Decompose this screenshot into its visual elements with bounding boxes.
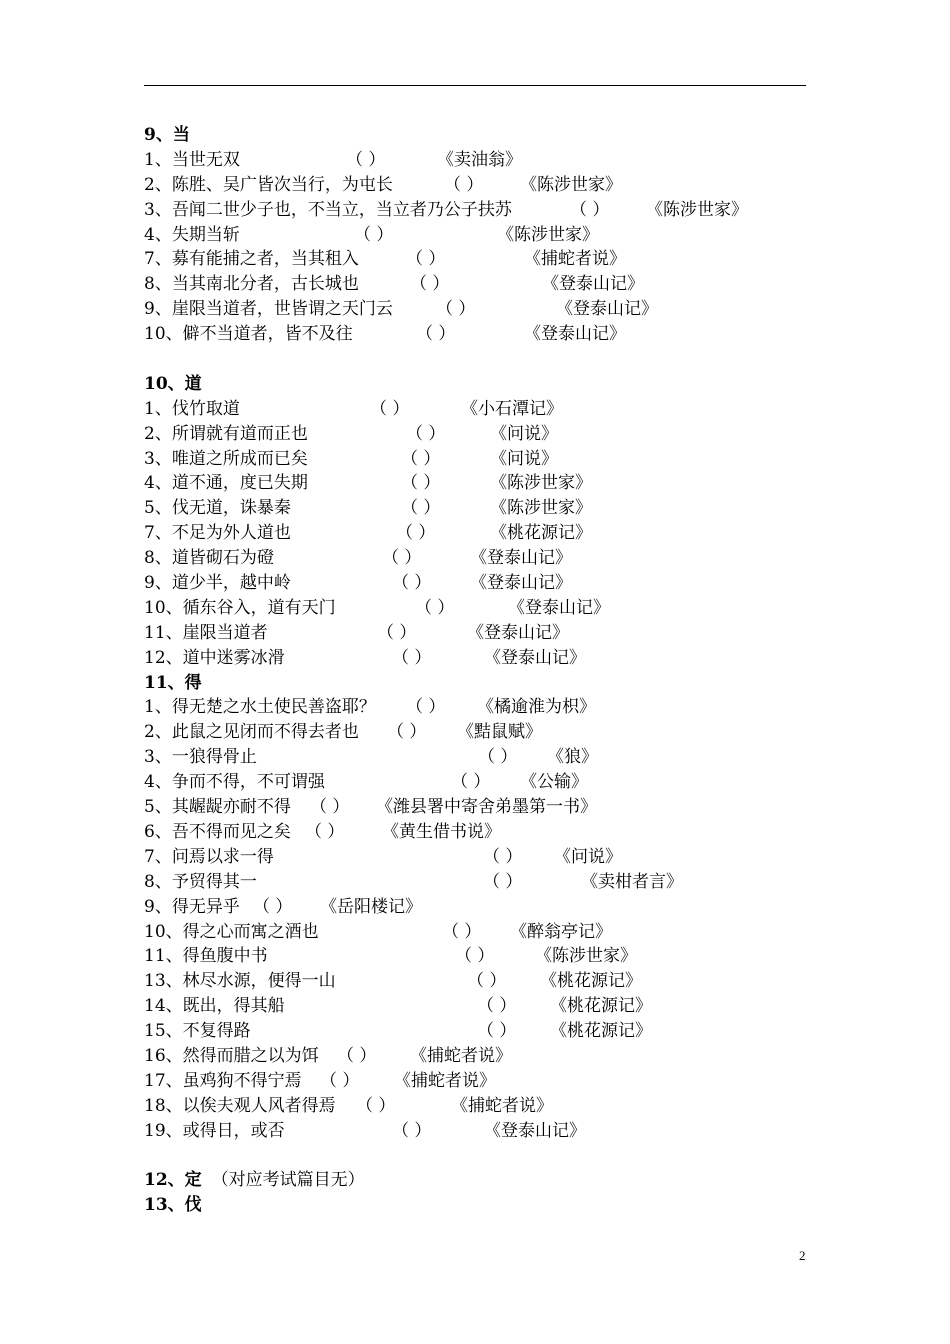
item-blank: （ ） <box>382 548 422 569</box>
item-source: 《桃花源记》 <box>550 1021 652 1042</box>
item-text: 8、当其南北分者，古长城也 <box>144 274 359 295</box>
item-blank: （ ） <box>416 324 456 345</box>
item-blank: （ ） <box>396 523 436 544</box>
list-item <box>144 198 806 223</box>
item-blank: （ ） <box>467 971 507 992</box>
item-source: 《捕蛇者说》 <box>451 1095 553 1116</box>
item-source: 《卖柑者言》 <box>581 871 683 892</box>
item-text: 4、争而不得，不可谓强 <box>144 772 325 793</box>
item-source: 《捕蛇者说》 <box>410 1045 512 1066</box>
item-text: 19、或得日，或否 <box>144 1120 285 1141</box>
item-source: 《陈涉世家》 <box>490 473 592 494</box>
list-item <box>144 1019 806 1044</box>
list-item <box>144 471 806 496</box>
list-item <box>144 745 806 770</box>
list-item <box>144 621 806 646</box>
spacer <box>144 347 806 372</box>
item-text: 3、一狼得骨止 <box>144 747 257 768</box>
item-text: 5、其龌龊亦耐不得 <box>144 797 291 818</box>
item-blank: （ ） <box>401 473 441 494</box>
item-blank: （ ） <box>451 772 491 793</box>
item-source: 《登泰山记》 <box>542 274 644 295</box>
item-source: 《捕蛇者说》 <box>524 249 626 270</box>
item-source: 《橘逾淮为枳》 <box>477 697 596 718</box>
item-blank: （ ） <box>401 448 441 469</box>
section-note: （对应考试篇目无） <box>211 1170 365 1191</box>
list-item <box>144 1044 806 1069</box>
item-text: 2、此鼠之见闭而不得去者也 <box>144 722 359 743</box>
list-item <box>144 920 806 945</box>
list-item <box>144 521 806 546</box>
item-blank: （ ） <box>370 398 410 419</box>
item-blank: （ ） <box>310 797 350 818</box>
list-item <box>144 173 806 198</box>
item-source: 《黠鼠赋》 <box>457 722 542 743</box>
list-item <box>144 895 806 920</box>
section-heading: 9、当 <box>144 125 190 145</box>
item-blank: （ ） <box>415 597 455 618</box>
item-blank: （ ） <box>356 1095 396 1116</box>
item-source: 《登泰山记》 <box>508 597 610 618</box>
item-text: 10、得之心而寓之酒也 <box>144 921 319 942</box>
item-blank: （ ） <box>483 846 523 867</box>
item-text: 7、不足为外人道也 <box>144 523 291 544</box>
item-text: 5、伐无道，诛暴秦 <box>144 498 291 519</box>
item-blank: （ ） <box>570 199 610 220</box>
item-text: 10、僻不当道者，皆不及往 <box>144 324 353 345</box>
item-text: 9、得无异乎 <box>144 896 240 917</box>
item-text: 15、不复得路 <box>144 1021 251 1042</box>
list-item <box>144 496 806 521</box>
list-item <box>144 770 806 795</box>
section-heading: 10、道 <box>144 373 202 394</box>
item-text: 2、陈胜、吴广皆次当行，为屯长 <box>144 174 393 195</box>
item-text: 11、得鱼腹中书 <box>144 946 268 967</box>
item-source: 《黄生借书说》 <box>382 821 501 842</box>
list-item <box>144 223 806 248</box>
item-text: 16、然得而腊之以为饵 <box>144 1045 319 1066</box>
item-text: 11、崖限当道者 <box>144 622 268 643</box>
list-item <box>144 994 806 1019</box>
list-item <box>144 795 806 820</box>
item-blank: （ ） <box>354 224 394 245</box>
item-blank: （ ） <box>401 498 441 519</box>
item-blank: （ ） <box>387 722 427 743</box>
item-text: 7、募有能捕之者，当其租入 <box>144 249 359 270</box>
item-source: 《桃花源记》 <box>540 971 642 992</box>
item-text: 18、以俟夫观人风者得焉 <box>144 1095 336 1116</box>
item-source: 《岳阳楼记》 <box>320 896 422 917</box>
item-blank: （ ） <box>320 1070 360 1091</box>
item-text: 2、所谓就有道而正也 <box>144 423 308 444</box>
item-text: 6、吾不得而见之矣 <box>144 821 291 842</box>
list-item <box>144 422 806 447</box>
item-text: 3、唯道之所成而已矣 <box>144 448 308 469</box>
item-source: 《登泰山记》 <box>470 548 572 569</box>
item-text: 8、道皆砌石为磴 <box>144 548 274 569</box>
item-blank: （ ） <box>253 896 293 917</box>
item-text: 4、失期当斩 <box>144 224 240 245</box>
list-item <box>144 820 806 845</box>
section-heading: 13、伐 <box>144 1195 202 1216</box>
item-blank: （ ） <box>346 149 386 170</box>
item-text: 7、问焉以求一得 <box>144 846 274 867</box>
item-text: 3、吾闻二世少子也，不当立，当立者乃公子扶苏 <box>144 199 512 220</box>
item-blank: （ ） <box>444 174 484 195</box>
list-item <box>144 646 806 671</box>
item-blank: （ ） <box>392 573 432 594</box>
item-source: 《卖油翁》 <box>437 149 522 170</box>
item-source: 《狼》 <box>547 747 598 768</box>
item-source: 《潍县署中寄舍弟墨第一书》 <box>376 797 597 818</box>
item-blank: （ ） <box>483 871 523 892</box>
list-item <box>144 720 806 745</box>
list-item <box>144 695 806 720</box>
item-source: 《陈涉世家》 <box>646 199 748 220</box>
item-source: 《醉翁亭记》 <box>510 921 612 942</box>
spacer <box>144 1144 806 1169</box>
item-source: 《陈涉世家》 <box>535 946 637 967</box>
item-blank: （ ） <box>392 1120 432 1141</box>
item-source: 《桃花源记》 <box>550 996 652 1017</box>
item-source: 《登泰山记》 <box>484 647 586 668</box>
item-blank: （ ） <box>455 946 495 967</box>
item-text: 1、得无楚之水土使民善盗耶？ <box>144 697 376 718</box>
item-source: 《问说》 <box>554 846 622 867</box>
section-heading: 11、得 <box>144 672 202 693</box>
item-blank: （ ） <box>442 921 482 942</box>
list-item <box>144 447 806 472</box>
item-source: 《陈涉世家》 <box>490 498 592 519</box>
item-blank: （ ） <box>478 747 518 768</box>
item-blank: （ ） <box>436 299 476 320</box>
item-source: 《公输》 <box>520 772 588 793</box>
item-text: 14、既出，得其船 <box>144 996 285 1017</box>
item-source: 《小石潭记》 <box>461 398 563 419</box>
item-blank: （ ） <box>410 274 450 295</box>
list-item <box>144 596 806 621</box>
header-rule <box>144 85 806 86</box>
item-source: 《陈涉世家》 <box>520 174 622 195</box>
item-text: 4、道不通，度已失期 <box>144 473 308 494</box>
list-item <box>144 1119 806 1144</box>
list-item <box>144 272 806 297</box>
list-item <box>144 397 806 422</box>
item-source: 《登泰山记》 <box>484 1120 586 1141</box>
list-item <box>144 247 806 272</box>
page-number: 2 <box>799 1248 806 1263</box>
item-text: 1、当世无双 <box>144 149 240 170</box>
item-blank: （ ） <box>406 697 446 718</box>
item-text: 9、崖限当道者，世皆谓之天门云 <box>144 299 393 320</box>
item-source: 《登泰山记》 <box>470 573 572 594</box>
item-text: 13、林尽水源，便得一山 <box>144 971 336 992</box>
item-source: 《桃花源记》 <box>490 523 592 544</box>
item-blank: （ ） <box>305 821 345 842</box>
list-item <box>144 148 806 173</box>
item-blank: （ ） <box>477 996 517 1017</box>
item-source: 《登泰山记》 <box>556 299 658 320</box>
item-blank: （ ） <box>477 1021 517 1042</box>
list-item <box>144 322 806 347</box>
page-content <box>144 123 806 1218</box>
section-heading: 12、定 （对应考试篇目无） <box>144 1170 365 1191</box>
item-text: 17、虽鸡狗不得宁焉 <box>144 1070 302 1091</box>
item-blank: （ ） <box>392 647 432 668</box>
item-text: 12、道中迷雾冰滑 <box>144 647 285 668</box>
list-item <box>144 944 806 969</box>
item-source: 《陈涉世家》 <box>497 224 599 245</box>
item-text: 9、道少半，越中岭 <box>144 573 291 594</box>
list-item <box>144 1069 806 1094</box>
item-source: 《问说》 <box>490 448 558 469</box>
item-text: 8、予贸得其一 <box>144 871 257 892</box>
list-item <box>144 845 806 870</box>
item-source: 《登泰山记》 <box>467 622 569 643</box>
item-source: 《登泰山记》 <box>524 324 626 345</box>
item-source: 《捕蛇者说》 <box>394 1070 496 1091</box>
item-text: 1、伐竹取道 <box>144 398 240 419</box>
list-item <box>144 1094 806 1119</box>
list-item <box>144 870 806 895</box>
item-blank: （ ） <box>406 249 446 270</box>
list-item <box>144 297 806 322</box>
item-blank: （ ） <box>406 423 446 444</box>
item-blank: （ ） <box>377 622 417 643</box>
list-item <box>144 969 806 994</box>
item-text: 10、循东谷入，道有天门 <box>144 597 336 618</box>
item-source: 《问说》 <box>490 423 558 444</box>
item-blank: （ ） <box>337 1045 377 1066</box>
list-item <box>144 571 806 596</box>
list-item <box>144 546 806 571</box>
